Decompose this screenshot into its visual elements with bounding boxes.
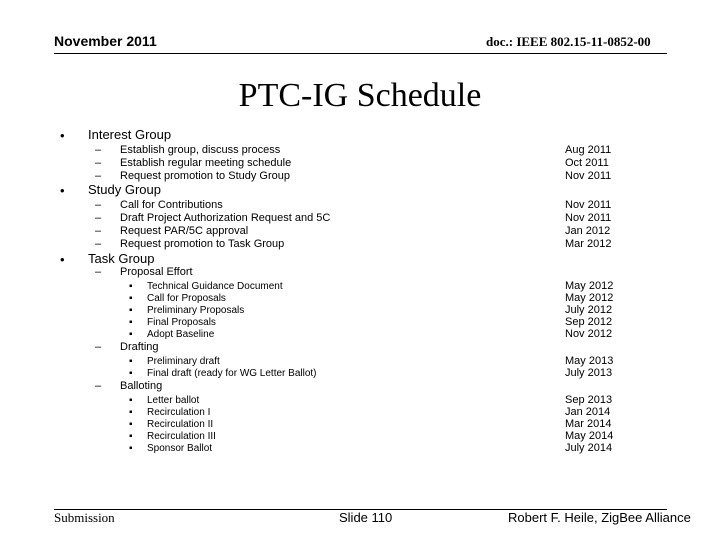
schedule-item: Adopt Baseline bbox=[147, 329, 215, 340]
schedule-date: May 2014 bbox=[565, 430, 614, 442]
schedule-date: Sep 2012 bbox=[565, 316, 613, 328]
footer-author: Robert F. Heile, ZigBee Alliance bbox=[508, 510, 691, 525]
dash-marker: – bbox=[95, 212, 102, 224]
square-marker: ▪ bbox=[129, 329, 133, 340]
schedule-date: July 2012 bbox=[565, 304, 613, 316]
schedule-item: Sponsor Ballot bbox=[147, 443, 213, 454]
square-marker: ▪ bbox=[129, 407, 133, 418]
schedule-date: May 2012 bbox=[565, 280, 614, 292]
dash-marker: – bbox=[95, 380, 102, 392]
schedule-item: Establish regular meeting schedule bbox=[120, 157, 292, 169]
section-heading: Task Group bbox=[88, 251, 155, 266]
square-marker: ▪ bbox=[129, 419, 133, 430]
section-heading: Study Group bbox=[88, 182, 161, 197]
square-marker: ▪ bbox=[129, 443, 133, 454]
schedule-date: July 2013 bbox=[565, 367, 613, 379]
schedule-item: Preliminary Proposals bbox=[147, 305, 245, 316]
dash-marker: – bbox=[95, 238, 102, 250]
square-marker: ▪ bbox=[129, 317, 133, 328]
dash-marker: – bbox=[95, 144, 102, 156]
bullet-marker: • bbox=[60, 252, 65, 267]
schedule-item: Request promotion to Study Group bbox=[120, 170, 290, 182]
footer-slide-number: Slide 110 bbox=[339, 510, 393, 525]
square-marker: ▪ bbox=[129, 395, 133, 406]
subsection-heading: Proposal Effort bbox=[120, 266, 193, 278]
square-marker: ▪ bbox=[129, 431, 133, 442]
dash-marker: – bbox=[95, 170, 102, 182]
header-doc-number: doc.: IEEE 802.15-11-0852-00 bbox=[486, 34, 651, 49]
schedule-item: Call for Proposals bbox=[147, 293, 226, 304]
schedule-date: May 2013 bbox=[565, 355, 614, 367]
schedule-date: Mar 2012 bbox=[565, 238, 612, 250]
schedule-item: Recirculation III bbox=[147, 431, 216, 442]
schedule-item: Request PAR/5C approval bbox=[120, 225, 249, 237]
schedule-date: Nov 2012 bbox=[565, 328, 613, 340]
schedule-date: Nov 2011 bbox=[565, 199, 612, 211]
schedule-date: July 2014 bbox=[565, 442, 613, 454]
schedule-date: Sep 2013 bbox=[565, 394, 613, 406]
schedule-item: Preliminary draft bbox=[147, 356, 220, 367]
square-marker: ▪ bbox=[129, 368, 133, 379]
dash-marker: – bbox=[95, 199, 102, 211]
schedule-date: Nov 2011 bbox=[565, 212, 612, 224]
dash-marker: – bbox=[95, 266, 102, 278]
schedule-item: Recirculation II bbox=[147, 419, 214, 430]
schedule-item: Request promotion to Task Group bbox=[120, 238, 285, 250]
dash-marker: – bbox=[95, 157, 102, 169]
schedule-date: Nov 2011 bbox=[565, 170, 612, 182]
square-marker: ▪ bbox=[129, 293, 133, 304]
subsection-heading: Drafting bbox=[120, 341, 159, 353]
schedule-item: Recirculation I bbox=[147, 407, 211, 418]
schedule-date: Jan 2012 bbox=[565, 225, 611, 237]
dash-marker: – bbox=[95, 341, 102, 353]
subsection-heading: Balloting bbox=[120, 380, 163, 392]
schedule-date: Jan 2014 bbox=[565, 406, 611, 418]
bullet-marker: • bbox=[60, 183, 65, 198]
header-date: November 2011 bbox=[54, 33, 157, 49]
schedule-item: Letter ballot bbox=[147, 395, 200, 406]
header-rule bbox=[54, 53, 667, 54]
schedule-item: Call for Contributions bbox=[120, 199, 223, 211]
section-heading: Interest Group bbox=[88, 127, 172, 142]
schedule-date: Mar 2014 bbox=[565, 418, 612, 430]
square-marker: ▪ bbox=[129, 305, 133, 316]
footer-submission: Submission bbox=[54, 510, 115, 525]
schedule-item: Establish group, discuss process bbox=[120, 144, 281, 156]
schedule-item: Final Proposals bbox=[147, 317, 216, 328]
schedule-item: Technical Guidance Document bbox=[147, 281, 283, 292]
schedule-date: May 2012 bbox=[565, 292, 614, 304]
slide-title: PTC-IG Schedule bbox=[238, 77, 482, 114]
square-marker: ▪ bbox=[129, 356, 133, 367]
schedule-item: Final draft (ready for WG Letter Ballot) bbox=[147, 368, 317, 379]
schedule-date: Oct 2011 bbox=[565, 157, 609, 169]
bullet-marker: • bbox=[60, 128, 65, 143]
dash-marker: – bbox=[95, 225, 102, 237]
schedule-date: Aug 2011 bbox=[565, 144, 612, 156]
schedule-item: Draft Project Authorization Request and 5C bbox=[120, 212, 331, 224]
square-marker: ▪ bbox=[129, 281, 133, 292]
